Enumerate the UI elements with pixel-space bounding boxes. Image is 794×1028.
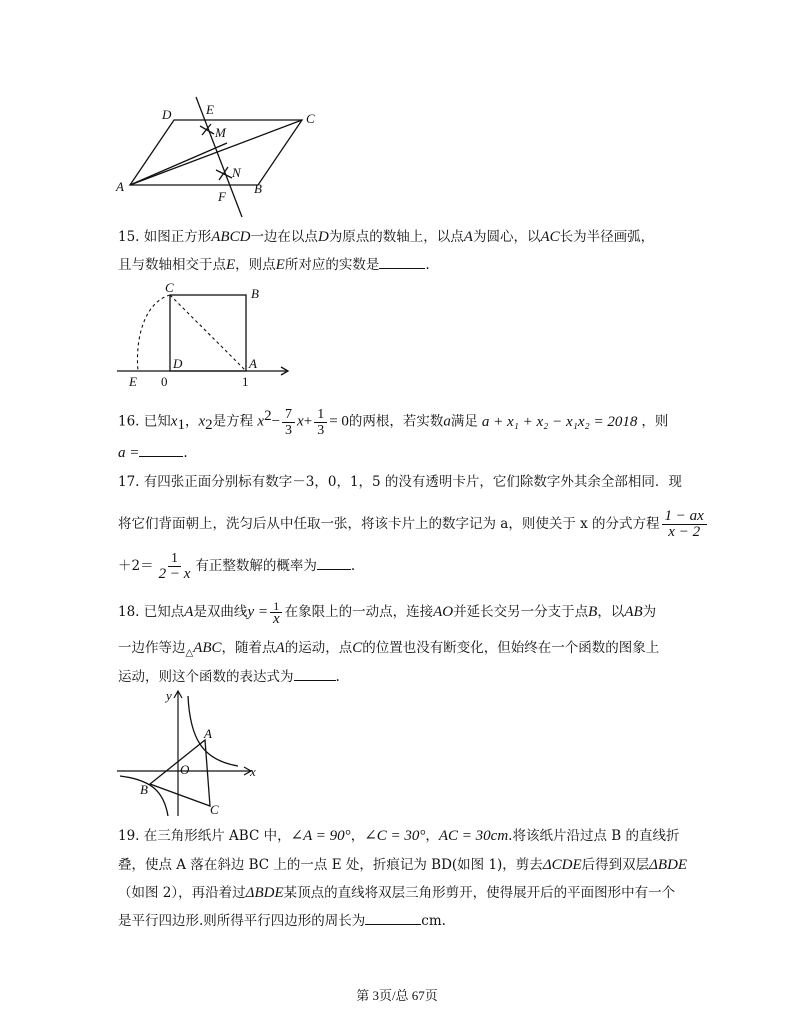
q17-line2: 将它们背面朝上，洗匀后从中任取一张，将该卡片上的数字记为 a，则使关于 x 的分式方程 $\frac{1 - ax}{x - 2}$ [118, 506, 709, 542]
label-e: E [206, 102, 214, 117]
q19-line4: 是平行四边形.则所得平行四边形的周长为 cm. [118, 910, 446, 931]
q16-line1: 16. 已知$x_1$，$x_2$是方程 $x^2-$ $\frac{7}{3}$ x+ $\frac{1}{3}$ = 0的两根，若实数a满足 a + x₁ + x₂ − x₁x₂ = 2018 ，则 [118, 406, 669, 438]
fraction-1-ax: $\frac{1 - ax}{x - 2}$ [662, 509, 707, 540]
q17-line1: 17. 有四张正面分别标有数字－3，0，1，5 的没有透明卡片，它们除数字外其余全部相同．现 [118, 474, 682, 490]
label-b: B [251, 286, 259, 301]
label-m: M [215, 125, 226, 140]
figure-hyperbola [112, 688, 272, 823]
label-x: x [250, 764, 256, 779]
answer-blank-17[interactable] [317, 555, 351, 570]
label-f: F [218, 189, 226, 204]
label-o: O [180, 762, 190, 777]
q16-line2: a = . [118, 442, 188, 463]
q19-line1: 19. 在三角形纸片 ABC 中，∠A = 90°，∠C = 30°，AC = 30cm.将该纸片沿过点 B 的直线折 [118, 828, 680, 844]
label-d: D [162, 107, 172, 122]
label-c: C [165, 280, 174, 295]
q18-line2: 一边作等边$_\triangle$ABC，随着点A的运动，点C的位置也没有断变化，但始终在一个函数的图象上 [118, 640, 660, 659]
label-d: D [173, 356, 183, 371]
label-a: A [204, 726, 212, 741]
label-b: B [140, 782, 148, 797]
q15-line2: 且与数轴相交于点E，则点E所对应的实数是 . [118, 254, 430, 275]
figure-square-numberline [115, 282, 295, 392]
q18-line3: 运动，则这个函数的表达式为 . [118, 666, 340, 687]
fraction-1-2-x: $\frac{1}{2 - x}$ [158, 551, 191, 582]
answer-blank-16[interactable] [139, 442, 183, 457]
label-c: C [210, 802, 219, 817]
answer-blank-18[interactable] [294, 666, 336, 681]
answer-blank-15[interactable] [379, 254, 425, 269]
q15-line1: 15. 如图正方形ABCD一边在以点D为原点的数轴上，以点A为圆心，以AC长为半径画弧， [118, 229, 655, 245]
tick-one: 1 [242, 374, 249, 389]
arc-dashed [137, 295, 170, 371]
answer-blank-19[interactable] [365, 910, 421, 925]
page-footer: 第 3页/总 67页 [356, 988, 438, 1003]
label-b: B [254, 181, 262, 196]
label-y: y [166, 688, 172, 703]
figure-parallelogram [110, 95, 330, 220]
hyperbola-branch-1 [188, 696, 238, 766]
fraction-1-x: $\frac{1}{x}$ [270, 600, 283, 625]
label-a: A [249, 356, 257, 371]
fraction-1-3: $\frac{1}{3}$ [314, 407, 327, 438]
q19-line2: 叠，使点 A 落在斜边 BC 上的一点 E 处，折痕记为 BD(如图 1)，剪去ΔCDE后得到双层ΔBDE [118, 857, 688, 873]
q18-line1: 18. 已知点A是双曲线y = $\frac{1}{x}$ 在象限上的一动点，连接AO并延长交另一分支于点B，以AB为 [118, 599, 657, 627]
label-c: C [306, 111, 315, 126]
label-a: A [116, 179, 124, 194]
q19-line3: （如图 2），再沿着过ΔBDE某顶点的直线将双层三角形剪开，使得展开后的平面图形中有一个 [118, 885, 676, 901]
tick-zero: 0 [161, 374, 168, 389]
q17-line3: ＋2＝ $\frac{1}{2 - x}$ 有正整数解的概率为 . [118, 551, 356, 582]
fraction-7-3: $\frac{7}{3}$ [282, 407, 295, 438]
label-e: E [129, 374, 137, 389]
label-n: N [232, 165, 241, 180]
